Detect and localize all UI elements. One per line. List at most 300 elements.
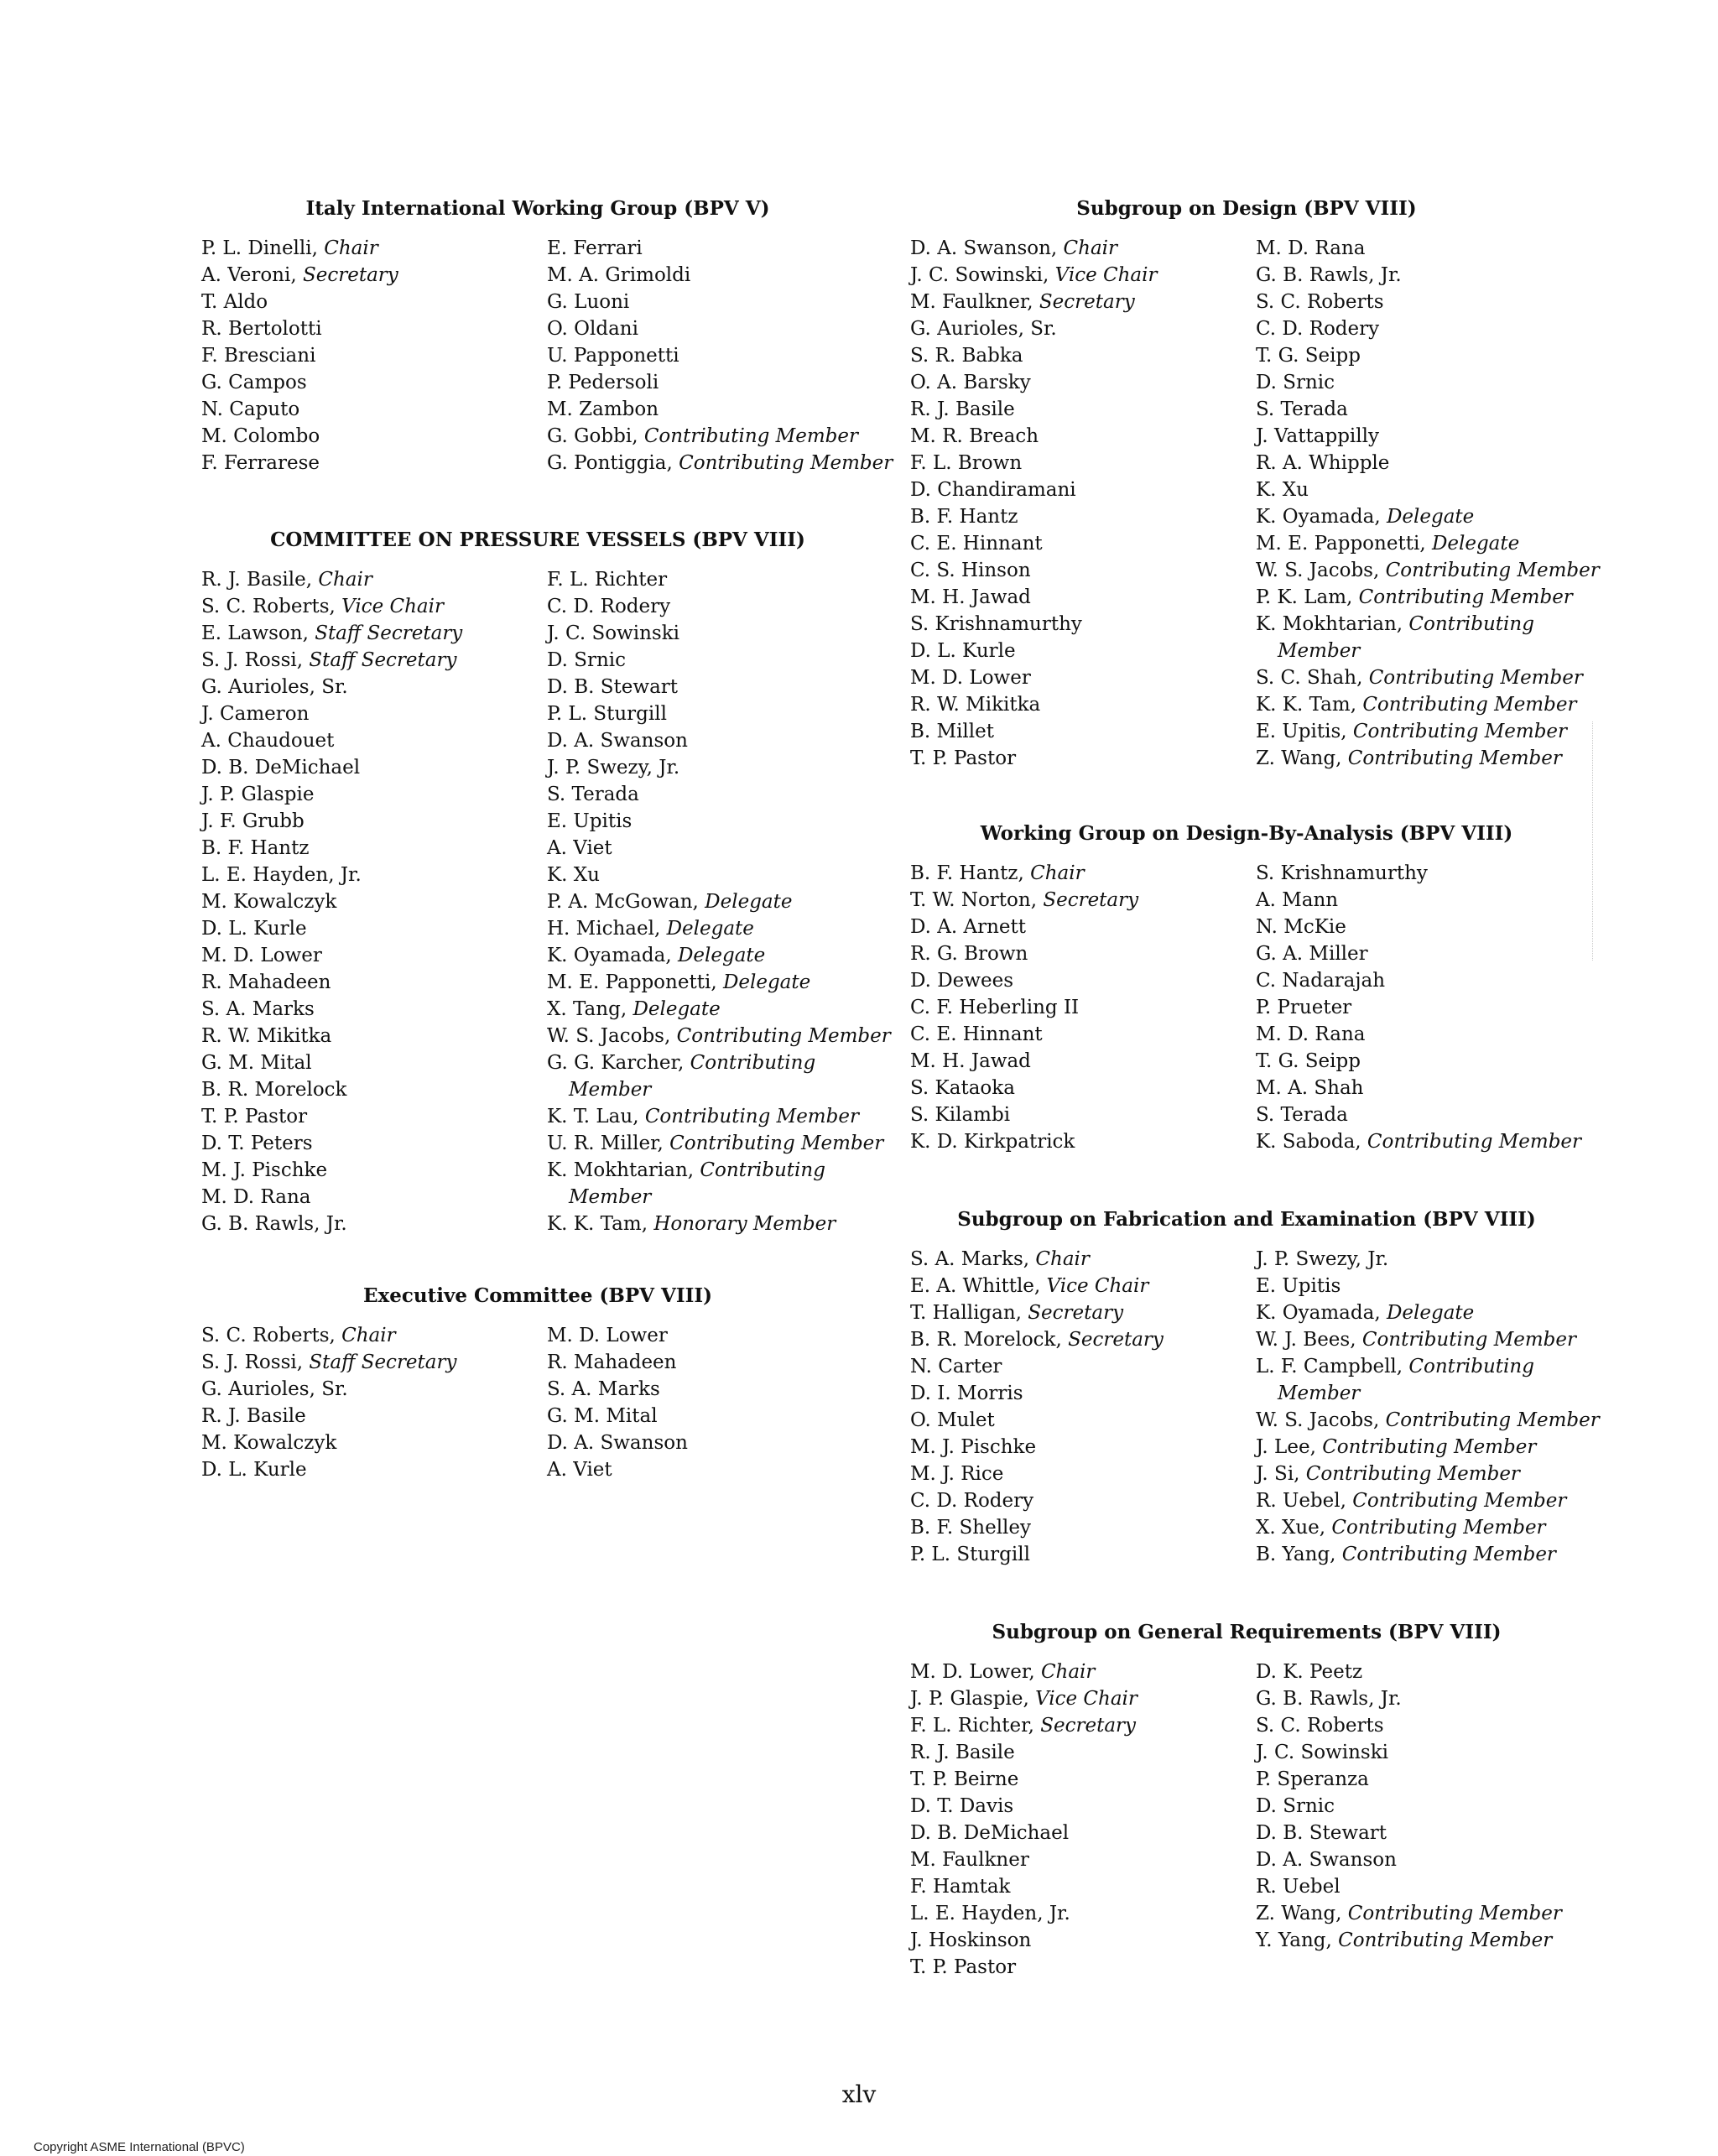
member-entry xyxy=(910,1820,1256,1846)
member-role: Contributing Member xyxy=(1352,1490,1567,1512)
member-name: K. K. Tam xyxy=(1256,694,1351,716)
member-entry: S. C. Roberts, Vice Chair xyxy=(201,596,444,617)
member-name: K. Oyamada xyxy=(1256,1302,1375,1324)
member-name: Z. Wang xyxy=(1256,1903,1336,1924)
member-columns xyxy=(201,1322,874,1483)
member-entry xyxy=(910,1793,1256,1820)
member-entry: B. R. Morelock, Secretary xyxy=(910,1329,1164,1351)
member-entry: S. C. Roberts, Chair xyxy=(201,1325,396,1346)
member-name: D. I. Morris xyxy=(910,1383,1023,1404)
member-entry: K. K. Tam, Contributing Member xyxy=(1256,694,1577,716)
member-entry xyxy=(910,1434,1256,1461)
member-role: Contributing Member xyxy=(1331,1517,1546,1539)
member-entry xyxy=(1256,1739,1583,1766)
member-name: M. Kowalczyk xyxy=(201,891,337,913)
member-role: Staff Secretary xyxy=(309,649,457,671)
member-entry: R. J. Basile, Chair xyxy=(201,569,372,591)
member-role: Delegate xyxy=(1386,506,1475,528)
member-entry xyxy=(547,1349,874,1376)
member-name: C. S. Hinson xyxy=(910,560,1031,581)
member-name: J. F. Grubb xyxy=(201,810,305,832)
member-entry xyxy=(201,888,547,915)
group-title: Italy International Working Group (BPV V) xyxy=(305,197,770,220)
member-entry xyxy=(1256,396,1583,423)
member-entry xyxy=(1256,1048,1583,1075)
member-entry xyxy=(910,557,1256,584)
member-name: K. Xu xyxy=(1256,479,1309,501)
member-entry xyxy=(201,1376,547,1403)
member-name: R. A. Whipple xyxy=(1256,452,1390,474)
member-name: K. Oyamada xyxy=(547,945,666,966)
member-role: Contributing Member xyxy=(1278,613,1534,662)
member-name: S. Terada xyxy=(1256,1104,1348,1126)
member-column-left xyxy=(910,860,1256,1155)
member-name: G. Gobbi xyxy=(547,425,633,447)
member-name: D. B. Stewart xyxy=(1256,1822,1387,1844)
member-entry xyxy=(547,647,874,674)
member-entry xyxy=(910,1900,1256,1927)
member-name: N. Caputo xyxy=(201,398,300,420)
member-name: S. Terada xyxy=(547,784,639,805)
member-entry xyxy=(910,1353,1256,1380)
member-name: M. D. Rana xyxy=(1256,1023,1366,1045)
member-entry xyxy=(910,940,1256,967)
member-entry xyxy=(1256,1846,1583,1873)
member-entry xyxy=(547,862,874,888)
member-name: C. E. Hinnant xyxy=(910,1023,1043,1045)
member-name: E. Upitis xyxy=(547,810,633,832)
member-column-right xyxy=(1256,860,1583,1155)
member-entry: R. Uebel, Contributing Member xyxy=(1256,1490,1567,1512)
member-role: Contributing Member xyxy=(643,425,858,447)
member-name: N. McKie xyxy=(1256,916,1346,938)
member-entry xyxy=(201,1103,547,1130)
member-role: Contributing Member xyxy=(1322,1436,1537,1458)
member-entry xyxy=(547,1322,874,1349)
member-entry xyxy=(1256,1712,1583,1739)
member-entry xyxy=(547,727,874,754)
member-column-right xyxy=(547,1322,874,1483)
group-subgroup-fabrication-examination xyxy=(910,1208,1600,1568)
member-entry: P. A. McGowan, Delegate xyxy=(547,891,793,913)
member-name: D. A. Swanson xyxy=(1256,1849,1397,1871)
member-name: D. B. Stewart xyxy=(547,676,679,698)
member-entry xyxy=(1256,1793,1583,1820)
member-entry: B. F. Hantz, Chair xyxy=(910,862,1085,884)
member-entry xyxy=(1256,1273,1583,1299)
member-name: G. G. Karcher xyxy=(547,1052,679,1074)
member-column-right xyxy=(1256,1659,1583,1981)
member-entry xyxy=(201,1076,547,1103)
member-entry xyxy=(1256,1685,1583,1712)
member-name: C. D. Rodery xyxy=(910,1490,1034,1512)
member-role: Contributing Member xyxy=(1305,1463,1520,1485)
member-name: R. J. Basile xyxy=(201,1405,306,1427)
member-role: Contributing Member xyxy=(676,1025,891,1047)
member-name: M. E. Papponetti xyxy=(1256,533,1420,555)
member-columns xyxy=(910,860,1583,1155)
member-entry xyxy=(201,674,547,700)
member-entry: D. A. Swanson, Chair xyxy=(910,237,1118,259)
member-name: M. D. Lower xyxy=(201,945,322,966)
member-role: Contributing Member xyxy=(1367,1131,1582,1153)
member-entry: K. Oyamada, Delegate xyxy=(547,945,766,966)
member-name: B. F. Hantz xyxy=(201,837,310,859)
member-entry xyxy=(910,1075,1256,1101)
member-name: D. A. Swanson xyxy=(910,237,1051,259)
member-entry: H. Michael, Delegate xyxy=(547,918,754,940)
member-entry: W. S. Jacobs, Contributing Member xyxy=(1256,560,1600,581)
member-name: F. L. Brown xyxy=(910,452,1023,474)
member-name: W. J. Bees xyxy=(1256,1329,1351,1351)
member-name: T. P. Pastor xyxy=(910,1956,1017,1978)
member-role: Contributing Member xyxy=(1385,1409,1600,1431)
member-column-left xyxy=(910,1659,1256,1981)
member-entry: P. L. Dinelli, Chair xyxy=(201,237,378,259)
member-name: K. Oyamada xyxy=(1256,506,1375,528)
member-entry xyxy=(547,781,874,808)
member-role: Chair xyxy=(1063,237,1118,259)
member-name: J. Lee xyxy=(1256,1436,1310,1458)
member-name: S. A. Marks xyxy=(201,998,315,1020)
member-entry: W. J. Bees, Contributing Member xyxy=(1256,1329,1576,1351)
member-entry xyxy=(1256,1246,1583,1273)
member-name: M. A. Grimoldi xyxy=(547,264,691,286)
member-name: J. P. Glaspie xyxy=(910,1688,1023,1710)
member-entry xyxy=(910,1766,1256,1793)
member-entry xyxy=(910,315,1256,342)
member-role: Secretary xyxy=(1043,889,1139,911)
member-entry xyxy=(547,342,874,369)
member-name: J. P. Swezy, Jr. xyxy=(547,757,680,779)
member-name: J. Si xyxy=(1256,1463,1294,1485)
member-name: L. E. Hayden, Jr. xyxy=(201,864,362,886)
member-columns xyxy=(910,235,1600,772)
member-entry: G. G. Karcher, Contributing Member xyxy=(547,1052,816,1101)
member-name: D. L. Kurle xyxy=(201,1459,307,1481)
member-name: F. Ferrarese xyxy=(201,452,320,474)
member-entry xyxy=(1256,342,1583,369)
member-name: G. Pontiggia xyxy=(547,452,667,474)
member-name: X. Xue xyxy=(1256,1517,1320,1539)
member-entry xyxy=(910,396,1256,423)
member-entry xyxy=(201,1456,547,1483)
member-name: B. Yang xyxy=(1256,1544,1330,1565)
member-name: M. D. Lower xyxy=(910,667,1031,689)
member-role: Honorary Member xyxy=(653,1213,836,1235)
member-name: M. Kowalczyk xyxy=(201,1432,337,1454)
member-entry xyxy=(910,530,1256,557)
member-name: N. Carter xyxy=(910,1356,1002,1377)
member-name: G. Aurioles, Sr. xyxy=(201,1378,348,1400)
member-entry: J. C. Sowinski, Vice Chair xyxy=(910,264,1158,286)
member-role: Secretary xyxy=(1028,1302,1124,1324)
member-entry xyxy=(547,315,874,342)
member-name: T. P. Beirne xyxy=(910,1768,1019,1790)
member-role: Contributing Member xyxy=(1361,1329,1576,1351)
member-entry: M. E. Papponetti, Delegate xyxy=(1256,533,1520,555)
member-entry xyxy=(1256,1766,1583,1793)
member-name: D. K. Peetz xyxy=(1256,1661,1363,1683)
member-entry xyxy=(1256,967,1583,994)
member-name: E. Upitis xyxy=(1256,1275,1341,1297)
member-entry xyxy=(910,1407,1256,1434)
member-name: W. S. Jacobs xyxy=(547,1025,664,1047)
member-name: P. Speranza xyxy=(1256,1768,1369,1790)
member-name: M. Zambon xyxy=(547,398,659,420)
member-role: Contributing Member xyxy=(679,452,893,474)
member-name: K. Mokhtarian xyxy=(547,1159,688,1181)
member-name: R. Uebel xyxy=(1256,1876,1341,1898)
member-role: Contributing Member xyxy=(1341,1544,1556,1565)
member-name: X. Tang xyxy=(547,998,621,1020)
member-name: M. R. Breach xyxy=(910,425,1039,447)
member-name: R. Uebel xyxy=(1256,1490,1341,1512)
member-entry xyxy=(547,566,874,593)
member-name: S. C. Roberts xyxy=(201,1325,330,1346)
member-name: R. G. Brown xyxy=(910,943,1028,965)
member-role: Vice Chair xyxy=(1035,1688,1138,1710)
member-entry xyxy=(1256,477,1583,503)
member-name: C. F. Heberling II xyxy=(910,997,1080,1018)
member-name: D. A. Swanson xyxy=(547,1432,688,1454)
member-entry xyxy=(201,289,547,315)
member-name: D. Srnic xyxy=(547,649,627,671)
member-name: M. Colombo xyxy=(201,425,320,447)
member-entry xyxy=(910,1927,1256,1954)
member-role: Chair xyxy=(1035,1248,1090,1270)
member-name: L. E. Hayden, Jr. xyxy=(910,1903,1070,1924)
member-name: J. C. Sowinski xyxy=(910,264,1044,286)
member-name: B. F. Shelley xyxy=(910,1517,1032,1539)
member-role: Delegate xyxy=(1431,533,1520,555)
member-entry: K. Oyamada, Delegate xyxy=(1256,1302,1475,1324)
member-entry: K. Saboda, Contributing Member xyxy=(1256,1131,1582,1153)
member-entry xyxy=(201,450,547,477)
member-name: W. S. Jacobs xyxy=(1256,560,1373,581)
group-title: Subgroup on General Requirements (BPV VIII) xyxy=(992,1621,1502,1643)
member-entry xyxy=(547,593,874,620)
member-name: O. Mulet xyxy=(910,1409,995,1431)
member-name: D. Dewees xyxy=(910,970,1014,992)
member-name: M. J. Pischke xyxy=(201,1159,328,1181)
member-entry xyxy=(201,942,547,969)
member-role: Contributing Member xyxy=(1385,560,1600,581)
member-name: M. H. Jawad xyxy=(910,1050,1031,1072)
member-name: M. E. Papponetti xyxy=(547,971,711,993)
member-entry: W. S. Jacobs, Contributing Member xyxy=(1256,1409,1600,1431)
member-name: R. Bertolotti xyxy=(201,318,322,340)
member-name: T. P. Pastor xyxy=(201,1106,308,1127)
member-name: T. G. Seipp xyxy=(1256,345,1361,367)
member-entry xyxy=(1256,914,1583,940)
group-working-group-design-by-analysis xyxy=(910,822,1583,1155)
member-name: G. A. Miller xyxy=(1256,943,1368,965)
member-entry: J. Si, Contributing Member xyxy=(1256,1463,1520,1485)
member-entry xyxy=(547,674,874,700)
member-entry xyxy=(1256,369,1583,396)
member-entry xyxy=(201,862,547,888)
member-name: M. J. Pischke xyxy=(910,1436,1037,1458)
member-name: D. L. Kurle xyxy=(201,918,307,940)
member-name: S. Terada xyxy=(1256,398,1348,420)
member-role: Contributing Member xyxy=(1368,667,1583,689)
member-role: Vice Chair xyxy=(1046,1275,1149,1297)
member-entry xyxy=(201,1430,547,1456)
member-name: S. Kilambi xyxy=(910,1104,1011,1126)
member-role: Delegate xyxy=(1386,1302,1475,1324)
member-entry xyxy=(1256,1101,1583,1128)
member-columns xyxy=(910,1246,1600,1568)
member-entry xyxy=(910,1954,1256,1981)
group-title: Subgroup on Design (BPV VIII) xyxy=(1076,197,1417,220)
member-entry: F. L. Richter, Secretary xyxy=(910,1715,1137,1737)
member-role: Contributing Member xyxy=(1358,586,1573,608)
member-entry: K. Oyamada, Delegate xyxy=(1256,506,1475,528)
member-entry xyxy=(547,1376,874,1403)
member-entry xyxy=(547,808,874,835)
member-name: E. Ferrari xyxy=(547,237,643,259)
member-entry xyxy=(547,289,874,315)
member-role: Delegate xyxy=(677,945,766,966)
member-name: J. Hoskinson xyxy=(910,1929,1032,1951)
member-name: G. Aurioles, Sr. xyxy=(910,318,1057,340)
member-name: S. C. Roberts xyxy=(1256,291,1384,313)
member-column-left xyxy=(201,1322,547,1483)
member-name: M. J. Rice xyxy=(910,1463,1004,1485)
member-entry xyxy=(910,1021,1256,1048)
member-entry xyxy=(547,620,874,647)
member-entry xyxy=(910,342,1256,369)
member-entry xyxy=(910,1461,1256,1487)
member-name: L. F. Campbell xyxy=(1256,1356,1397,1377)
member-name: S. J. Rossi xyxy=(201,649,297,671)
member-role: Delegate xyxy=(633,998,721,1020)
member-name: G. M. Mital xyxy=(547,1405,658,1427)
member-name: D. A. Arnett xyxy=(910,916,1026,938)
group-title: Subgroup on Fabrication and Examination (BPV VIII) xyxy=(957,1208,1536,1231)
member-entry: M. E. Papponetti, Delegate xyxy=(547,971,811,993)
member-entry xyxy=(910,423,1256,450)
member-name: D. Chandiramani xyxy=(910,479,1076,501)
member-entry: S. J. Rossi, Staff Secretary xyxy=(201,649,457,671)
member-name: P. L. Sturgill xyxy=(910,1544,1030,1565)
member-entry xyxy=(910,450,1256,477)
group-committee-pressure-vessels xyxy=(201,529,891,1237)
member-name: R. J. Basile xyxy=(910,1742,1015,1763)
member-entry: Z. Wang, Contributing Member xyxy=(1256,747,1562,769)
member-name: G. Campos xyxy=(201,372,307,393)
member-name: P. L. Sturgill xyxy=(547,703,667,725)
member-name: D. T. Davis xyxy=(910,1795,1014,1817)
member-name: S. A. Marks xyxy=(547,1378,660,1400)
member-name: Z. Wang xyxy=(1256,747,1336,769)
member-entry xyxy=(201,835,547,862)
member-name: D. B. DeMichael xyxy=(910,1822,1070,1844)
member-entry xyxy=(201,808,547,835)
member-entry xyxy=(547,369,874,396)
member-entry xyxy=(201,781,547,808)
member-entry xyxy=(201,1211,547,1237)
member-entry: E. Upitis, Contributing Member xyxy=(1256,721,1568,742)
member-name: F. Hamtak xyxy=(910,1876,1011,1898)
member-name: S. C. Roberts xyxy=(1256,1715,1384,1737)
member-role: Chair xyxy=(341,1325,396,1346)
member-name: E. Lawson xyxy=(201,622,303,644)
member-name: M. Faulkner xyxy=(910,291,1028,313)
member-role: Secretary xyxy=(1040,1715,1137,1737)
member-entry xyxy=(547,1430,874,1456)
member-name: S. R. Babka xyxy=(910,345,1023,367)
member-entry: P. K. Lam, Contributing Member xyxy=(1256,586,1573,608)
member-role: Secretary xyxy=(1039,291,1135,313)
member-name: U. Papponetti xyxy=(547,345,679,367)
member-entry xyxy=(201,1403,547,1430)
member-entry xyxy=(201,700,547,727)
member-entry xyxy=(910,1128,1256,1155)
group-subgroup-general-requirements xyxy=(910,1621,1583,1981)
member-entry xyxy=(910,994,1256,1021)
member-name: G. B. Rawls, Jr. xyxy=(1256,264,1402,286)
member-entry xyxy=(201,915,547,942)
member-entry: W. S. Jacobs, Contributing Member xyxy=(547,1025,891,1047)
member-name: P. A. McGowan xyxy=(547,891,693,913)
member-entry xyxy=(1256,1021,1583,1048)
member-name: P. Prueter xyxy=(1256,997,1352,1018)
member-role: Secretary xyxy=(1068,1329,1164,1351)
member-entry xyxy=(910,664,1256,691)
member-role: Contributing Member xyxy=(1347,747,1562,769)
member-name: M. D. Rana xyxy=(1256,237,1366,259)
member-entry xyxy=(547,262,874,289)
member-entry xyxy=(547,1456,874,1483)
member-name: S. Krishnamurthy xyxy=(910,613,1082,635)
member-name: J. Vattappilly xyxy=(1256,425,1379,447)
member-entry xyxy=(1256,1659,1583,1685)
member-name: S. Kataoka xyxy=(910,1077,1015,1099)
member-name: S. C. Shah xyxy=(1256,667,1357,689)
member-name: D. A. Swanson xyxy=(547,730,688,752)
member-name: R. J. Basile xyxy=(201,569,306,591)
member-entry: L. F. Campbell, Contributing Member xyxy=(1256,1356,1534,1404)
member-entry xyxy=(201,1023,547,1049)
member-entry xyxy=(910,718,1256,745)
member-entry: S. C. Shah, Contributing Member xyxy=(1256,667,1583,689)
member-entry xyxy=(910,1380,1256,1407)
member-column-left xyxy=(910,1246,1256,1568)
member-column-right xyxy=(1256,235,1600,772)
margin-mark xyxy=(1592,721,1594,961)
member-entry: K. K. Tam, Honorary Member xyxy=(547,1213,836,1235)
member-name: J. P. Glaspie xyxy=(201,784,315,805)
member-name: E. Upitis xyxy=(1256,721,1341,742)
member-entry: E. A. Whittle, Vice Chair xyxy=(910,1275,1149,1297)
member-entry xyxy=(1256,450,1583,477)
member-name: J. Cameron xyxy=(201,703,310,725)
member-role: Staff Secretary xyxy=(309,1351,457,1373)
member-entry xyxy=(1256,315,1583,342)
member-name: P. K. Lam xyxy=(1256,586,1347,608)
member-entry xyxy=(1256,1820,1583,1846)
member-name: J. P. Swezy, Jr. xyxy=(1256,1248,1389,1270)
member-entry: X. Xue, Contributing Member xyxy=(1256,1517,1546,1539)
member-entry: Y. Yang, Contributing Member xyxy=(1256,1929,1553,1951)
member-name: B. Millet xyxy=(910,721,994,742)
member-entry: Z. Wang, Contributing Member xyxy=(1256,1903,1562,1924)
member-column-right xyxy=(547,566,891,1237)
member-role: Contributing Member xyxy=(1347,1903,1562,1924)
member-entry xyxy=(910,584,1256,611)
